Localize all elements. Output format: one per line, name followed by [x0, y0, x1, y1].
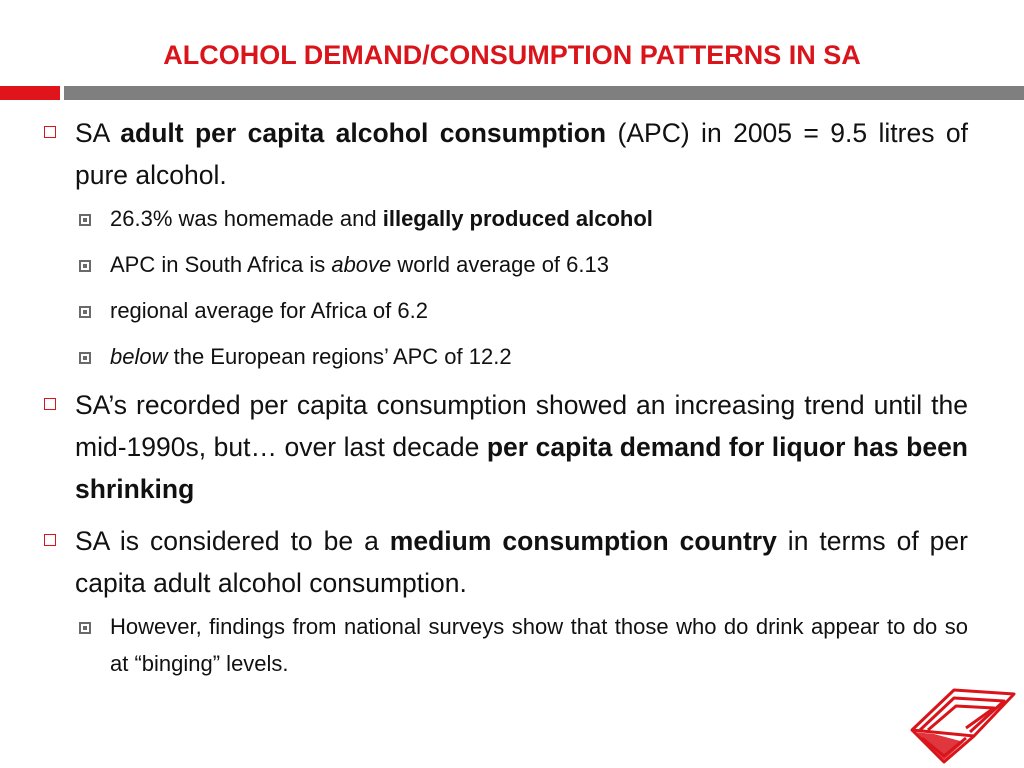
subbullet-above-world: APC in South Africa is above world average of 6.13 — [75, 246, 968, 283]
subbullet-africa-average: regional average for Africa of 6.2 — [75, 292, 968, 329]
square-bullet-icon — [44, 126, 56, 138]
filled-square-bullet-icon — [79, 352, 91, 364]
subbullet-group-apc — [40, 200, 968, 375]
subbullet-group-binging — [40, 608, 968, 682]
subbullet-homemade: 26.3% was homemade and illegally produced alcohol — [75, 200, 968, 237]
square-bullet-icon — [44, 398, 56, 410]
corner-logo-icon — [904, 686, 1020, 766]
filled-square-bullet-icon — [79, 622, 91, 634]
subbullet-below-europe: below the European regions’ APC of 12.2 — [75, 338, 968, 375]
filled-square-bullet-icon — [79, 214, 91, 226]
slide-content — [40, 112, 968, 691]
square-bullet-icon — [44, 534, 56, 546]
bullet-apc: SA adult per capita alcohol consumption (APC) in 2005 = 9.5 litres of pure alcohol. — [40, 112, 968, 196]
bullet-medium-consumption: SA is considered to be a medium consumption country in terms of per capita adult alcohol consumption. — [40, 520, 968, 604]
filled-square-bullet-icon — [79, 260, 91, 272]
subbullet-binging: However, findings from national surveys show that those who do drink appear to do so at “binging” levels. — [75, 608, 968, 682]
title-rule-red — [0, 86, 60, 100]
slide-title: ALCOHOL DEMAND/CONSUMPTION PATTERNS IN SA — [163, 40, 861, 70]
title-rule-gray — [64, 86, 1024, 100]
filled-square-bullet-icon — [79, 306, 91, 318]
bullet-recorded-trend: SA’s recorded per capita consumption showed an increasing trend until the mid-1990s, but… over last decade per capita demand for liquor has been shrinking — [40, 384, 968, 510]
